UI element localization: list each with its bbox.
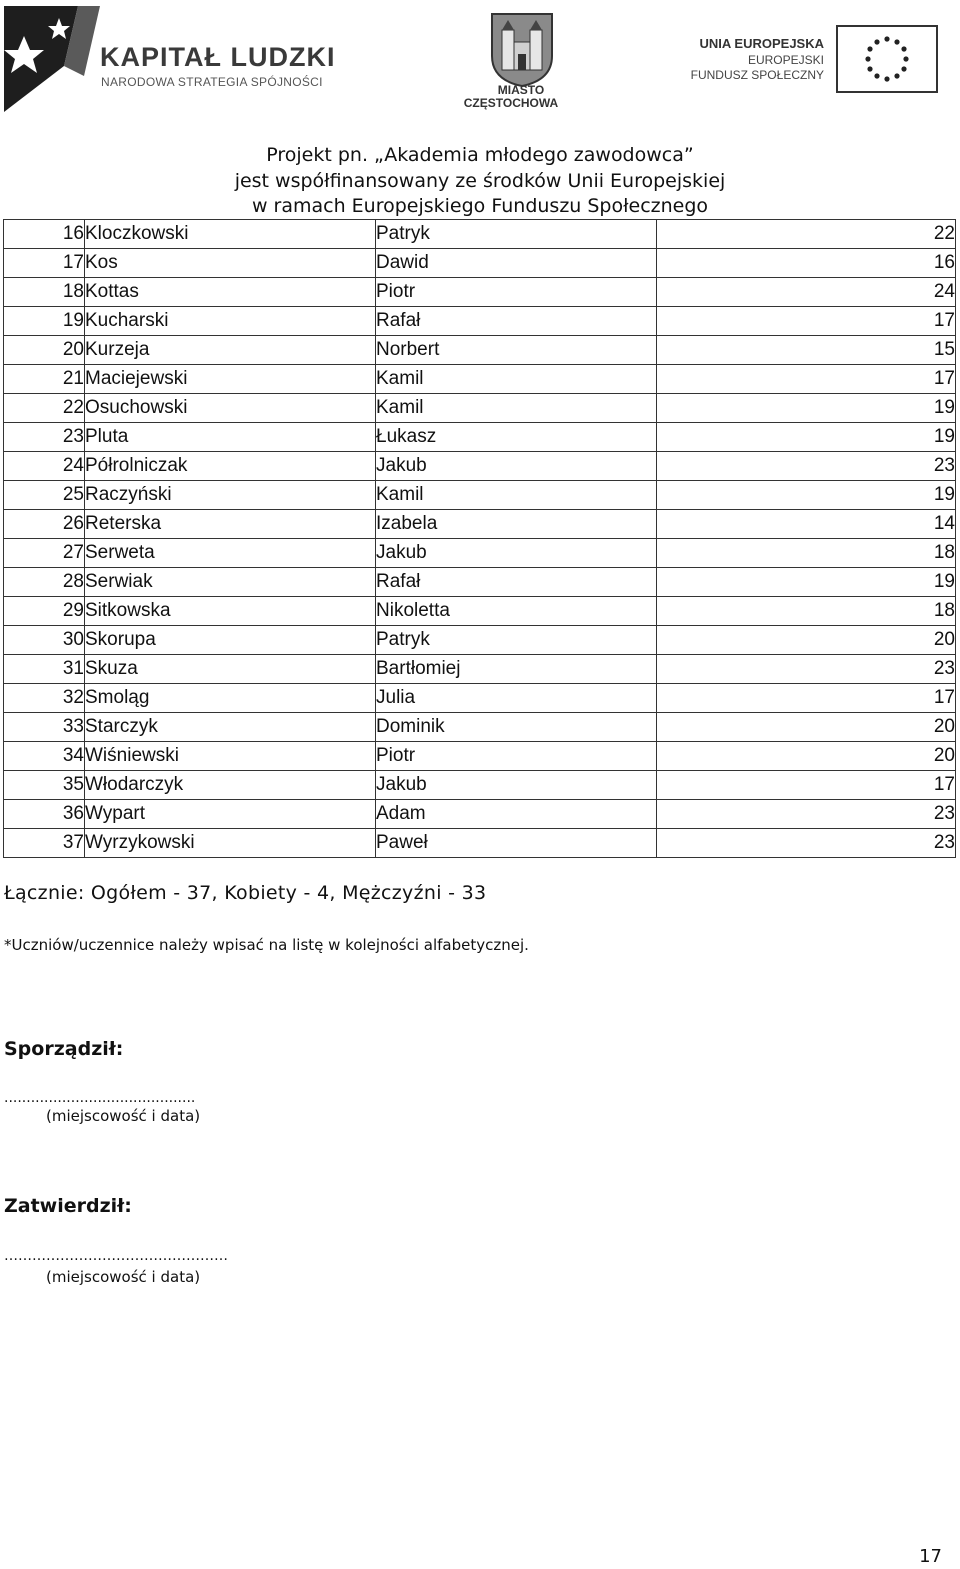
age-cell: 23: [657, 452, 956, 481]
eu-label-line2: EUROPEJSKI: [747, 53, 824, 67]
age-cell: 17: [657, 771, 956, 800]
row-number-cell: 34: [4, 742, 85, 771]
age-cell: 17: [657, 307, 956, 336]
first-name-cell: Paweł: [376, 829, 657, 858]
first-name-cell: Piotr: [376, 278, 657, 307]
project-title-line3: w ramach Europejskiego Funduszu Społecznego: [251, 195, 709, 217]
table-row: [4, 249, 956, 278]
row-number-cell: 19: [4, 307, 85, 336]
table-row: [4, 307, 956, 336]
project-title-line2: jest współfinansowany ze środków Unii Europejskiej: [234, 170, 726, 192]
row-number-cell: 20: [4, 336, 85, 365]
city-crest-icon: [476, 8, 568, 88]
first-name-cell: Julia: [376, 684, 657, 713]
surname-cell: Kucharski: [85, 307, 376, 336]
row-number-cell: 32: [4, 684, 85, 713]
prepared-by-label: Sporządził:: [4, 1038, 124, 1060]
table-row: [4, 481, 956, 510]
surname-cell: Kottas: [85, 278, 376, 307]
table-row: [4, 539, 956, 568]
table-row: [4, 452, 956, 481]
age-cell: 16: [657, 249, 956, 278]
first-name-cell: Piotr: [376, 742, 657, 771]
eu-label-line3: FUNDUSZ SPOŁECZNY: [690, 68, 824, 82]
age-cell: 18: [657, 539, 956, 568]
table-row: [4, 742, 956, 771]
surname-cell: Kloczkowski: [85, 220, 376, 249]
table-row: [4, 278, 956, 307]
age-cell: 23: [657, 800, 956, 829]
surname-cell: Skorupa: [85, 626, 376, 655]
surname-cell: Kos: [85, 249, 376, 278]
age-cell: 19: [657, 394, 956, 423]
eu-label-line1: UNIA EUROPEJSKA: [699, 36, 824, 51]
age-cell: 14: [657, 510, 956, 539]
city-label-line2: CZĘSTOCHOWA: [463, 96, 559, 110]
eu-flag-icon: [836, 25, 938, 93]
age-cell: 23: [657, 655, 956, 684]
first-name-cell: Kamil: [376, 481, 657, 510]
approved-by-label: Zatwierdził:: [4, 1195, 132, 1217]
first-name-cell: Patryk: [376, 626, 657, 655]
age-cell: 23: [657, 829, 956, 858]
row-number-cell: 25: [4, 481, 85, 510]
row-number-cell: 23: [4, 423, 85, 452]
surname-cell: Raczyński: [85, 481, 376, 510]
surname-cell: Osuchowski: [85, 394, 376, 423]
surname-cell: Kurzeja: [85, 336, 376, 365]
surname-cell: Smoląg: [85, 684, 376, 713]
first-name-cell: Adam: [376, 800, 657, 829]
row-number-cell: 36: [4, 800, 85, 829]
surname-cell: Wiśniewski: [85, 742, 376, 771]
table-row: [4, 510, 956, 539]
page-number: 17: [919, 1546, 942, 1567]
table-row: [4, 684, 956, 713]
table-row: [4, 771, 956, 800]
age-cell: 15: [657, 336, 956, 365]
table-row: [4, 220, 956, 249]
surname-cell: Włodarczyk: [85, 771, 376, 800]
row-number-cell: 26: [4, 510, 85, 539]
age-cell: 24: [657, 278, 956, 307]
row-number-cell: 24: [4, 452, 85, 481]
first-name-cell: Rafał: [376, 568, 657, 597]
table-row: [4, 423, 956, 452]
participants-table-body: [4, 220, 956, 858]
row-number-cell: 29: [4, 597, 85, 626]
surname-cell: Wyrzykowski: [85, 829, 376, 858]
age-cell: 20: [657, 742, 956, 771]
city-label-line1: MIASTO: [497, 83, 545, 97]
first-name-cell: Norbert: [376, 336, 657, 365]
surname-cell: Serwiak: [85, 568, 376, 597]
table-row: [4, 713, 956, 742]
surname-cell: Półrolniczak: [85, 452, 376, 481]
row-number-cell: 28: [4, 568, 85, 597]
surname-cell: Reterska: [85, 510, 376, 539]
first-name-cell: Dawid: [376, 249, 657, 278]
project-title-line1: Projekt pn. „Akademia młodego zawodowca”: [266, 144, 694, 166]
surname-cell: Wypart: [85, 800, 376, 829]
first-name-cell: Izabela: [376, 510, 657, 539]
age-cell: 17: [657, 684, 956, 713]
first-name-cell: Jakub: [376, 771, 657, 800]
table-row: [4, 568, 956, 597]
surname-cell: Serweta: [85, 539, 376, 568]
table-row: [4, 829, 956, 858]
surname-cell: Starczyk: [85, 713, 376, 742]
row-number-cell: 18: [4, 278, 85, 307]
row-number-cell: 35: [4, 771, 85, 800]
age-cell: 19: [657, 568, 956, 597]
first-name-cell: Łukasz: [376, 423, 657, 452]
first-name-cell: Dominik: [376, 713, 657, 742]
row-number-cell: 22: [4, 394, 85, 423]
age-cell: 19: [657, 481, 956, 510]
approved-by-place-date: (miejscowość i data): [46, 1268, 201, 1286]
kapital-ludzki-title: KAPITAŁ LUDZKI: [100, 42, 336, 72]
first-name-cell: Patryk: [376, 220, 657, 249]
surname-cell: Sitkowska: [85, 597, 376, 626]
table-row: [4, 800, 956, 829]
first-name-cell: Bartłomiej: [376, 655, 657, 684]
table-row: [4, 336, 956, 365]
first-name-cell: Jakub: [376, 452, 657, 481]
surname-cell: Maciejewski: [85, 365, 376, 394]
table-row: [4, 597, 956, 626]
first-name-cell: Jakub: [376, 539, 657, 568]
row-number-cell: 17: [4, 249, 85, 278]
surname-cell: Pluta: [85, 423, 376, 452]
prepared-by-place-date: (miejscowość i data): [46, 1107, 201, 1125]
age-cell: 19: [657, 423, 956, 452]
age-cell: 20: [657, 626, 956, 655]
table-row: [4, 365, 956, 394]
kapital-ludzki-subtitle: NARODOWA STRATEGIA SPÓJNOŚCI: [101, 75, 323, 89]
age-cell: 18: [657, 597, 956, 626]
row-number-cell: 27: [4, 539, 85, 568]
row-number-cell: 21: [4, 365, 85, 394]
totals-summary: Łącznie: Ogółem - 37, Kobiety - 4, Mężczyźni - 33: [4, 882, 487, 904]
surname-cell: Skuza: [85, 655, 376, 684]
age-cell: 17: [657, 365, 956, 394]
row-number-cell: 31: [4, 655, 85, 684]
age-cell: 20: [657, 713, 956, 742]
row-number-cell: 30: [4, 626, 85, 655]
alphabetical-note: *Uczniów/uczennice należy wpisać na listę w kolejności alfabetycznej.: [4, 936, 529, 954]
kapital-ludzki-emblem-icon: [4, 6, 100, 112]
first-name-cell: Kamil: [376, 394, 657, 423]
first-name-cell: Kamil: [376, 365, 657, 394]
first-name-cell: Nikoletta: [376, 597, 657, 626]
age-cell: 22: [657, 220, 956, 249]
participants-table: [3, 219, 956, 858]
row-number-cell: 16: [4, 220, 85, 249]
table-row: [4, 626, 956, 655]
table-row: [4, 394, 956, 423]
table-row: [4, 655, 956, 684]
row-number-cell: 37: [4, 829, 85, 858]
row-number-cell: 33: [4, 713, 85, 742]
approved-by-dots: …………………………………………: [4, 1248, 228, 1264]
first-name-cell: Rafał: [376, 307, 657, 336]
prepared-by-dots: ...........................................: [4, 1090, 196, 1106]
